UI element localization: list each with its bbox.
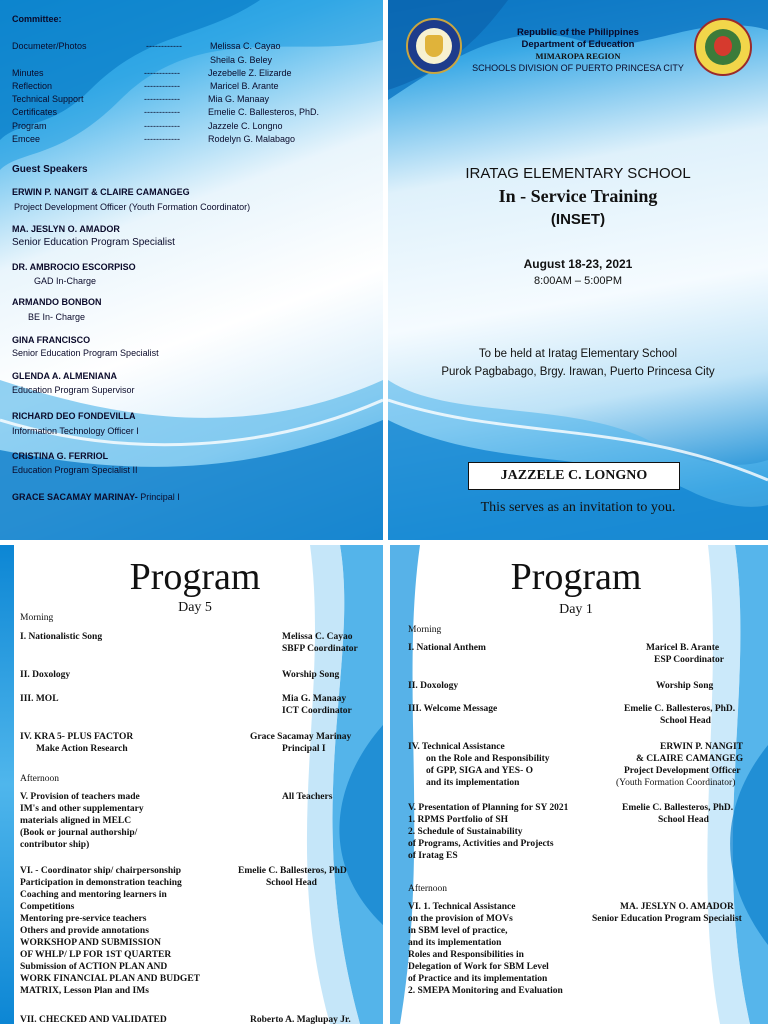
division-text: SCHOOLS DIVISION OF PUERTO PRINCESA CITY bbox=[472, 63, 684, 73]
committee-dash: ------------ bbox=[144, 81, 180, 91]
committee-role: Program bbox=[12, 121, 47, 131]
guest-name: GLENDA A. ALMENIANA bbox=[12, 371, 117, 381]
program-item-role: ICT Coordinator bbox=[282, 706, 352, 716]
guest-name: ERWIN P. NANGIT & CLAIRE CAMANGEG bbox=[12, 187, 190, 197]
program-item: I. National Anthem bbox=[408, 643, 486, 653]
committee-role: Reflection bbox=[12, 81, 53, 91]
program-item-role: (Youth Formation Coordinator) bbox=[616, 778, 736, 788]
morning-label: Morning bbox=[408, 625, 442, 635]
program-line: of Iratag ES bbox=[408, 851, 458, 861]
venue-line-2: Purok Pagbabago, Brgy. Irawan, Puerto Princesa City bbox=[441, 366, 715, 378]
program-line: and its implementation bbox=[426, 778, 520, 788]
venue-line-1: To be held at Iratag Elementary School bbox=[478, 348, 678, 360]
program-day1-panel bbox=[390, 545, 768, 1024]
program-item: I. Nationalistic Song bbox=[20, 632, 103, 642]
last-guest bbox=[12, 492, 180, 502]
committee-dash: ------------ bbox=[144, 68, 180, 78]
program-title: Program bbox=[129, 556, 261, 598]
program-line: V. Presentation of Planning for SY 2021 bbox=[408, 803, 569, 813]
program-line: of Practice and its implementation bbox=[408, 974, 548, 984]
committee-name: Rodelyn G. Malabago bbox=[208, 134, 296, 144]
program-item: II. Doxology bbox=[20, 670, 71, 680]
inset-title: (INSET) bbox=[550, 211, 606, 228]
school-seal-icon bbox=[694, 18, 752, 76]
program-line: OF WHLP/ LP FOR 1ST QUARTER bbox=[20, 950, 172, 960]
committee-name: Emelie C. Ballesteros, PhD. bbox=[208, 107, 320, 117]
guest-title: GAD In-Charge bbox=[34, 276, 97, 286]
program-line: V. Provision of teachers made bbox=[20, 792, 140, 802]
program-line: contributor ship) bbox=[20, 840, 90, 850]
program-line: of GPP, SIGA and YES- O bbox=[426, 766, 533, 776]
program-item: III. Welcome Message bbox=[408, 704, 498, 714]
program-item-speaker: Emelie C. Ballesteros, PhD. bbox=[624, 704, 736, 714]
program-line: Roles and Responsibilities in bbox=[408, 950, 524, 960]
program-line: Mentoring pre-service teachers bbox=[20, 914, 147, 924]
program-day5-panel bbox=[0, 545, 383, 1024]
program-item-speaker: Worship Song bbox=[656, 681, 714, 691]
program-item-speaker: Melissa C. Cayao bbox=[282, 632, 353, 642]
guest-name: GINA FRANCISCO bbox=[12, 335, 91, 345]
program-line: Delegation of Work for SBM Level bbox=[408, 962, 549, 972]
committee-role: Documeter/Photos bbox=[12, 41, 87, 51]
program-line: on the Role and Responsibility bbox=[426, 754, 550, 764]
program-line: MATRIX, Lesson Plan and IMs bbox=[20, 986, 149, 996]
committee-name: Melissa C. Cayao bbox=[210, 41, 281, 51]
program-line: VI. 1. Technical Assistance bbox=[408, 902, 516, 912]
program-item-speaker: Roberto A. Maglupay Jr. bbox=[250, 1015, 351, 1024]
program-item-speaker: Emelie C. Ballesteros, PhD bbox=[238, 866, 347, 876]
program-line: in SBM level of practice, bbox=[408, 926, 508, 936]
morning-label: Morning bbox=[20, 613, 54, 623]
committee-name: Jezebelle Z. Elizarde bbox=[208, 68, 292, 78]
program-line: Submission of ACTION PLAN AND bbox=[20, 962, 168, 972]
guest-name: ARMANDO BONBON bbox=[12, 297, 102, 307]
back-cover-panel bbox=[0, 0, 383, 540]
committee-role: Certificates bbox=[12, 107, 58, 117]
program-line: VI. - Coordinator ship/ chairpersonship bbox=[20, 866, 182, 876]
committee-heading: Committee: bbox=[12, 14, 62, 24]
afternoon-label: Afternoon bbox=[408, 884, 448, 894]
guest-name: MA. JESLYN O. AMADOR bbox=[12, 224, 120, 234]
program-line: 2. Schedule of Sustainability bbox=[408, 827, 523, 837]
program-line: of Programs, Activities and Projects bbox=[408, 839, 554, 849]
committee-name: Jazzele C. Longno bbox=[208, 121, 283, 131]
event-date: August 18-23, 2021 bbox=[523, 257, 633, 271]
day-label: Day 5 bbox=[178, 600, 212, 615]
program-item-speaker: All Teachers bbox=[282, 792, 333, 802]
program-item-role: ESP Coordinator bbox=[654, 655, 724, 665]
region-text: MIMAROPA REGION bbox=[535, 51, 621, 61]
program-item-speaker: & CLAIRE CAMANGEG bbox=[636, 754, 744, 764]
program-item-role: Senior Education Program Specialist bbox=[592, 914, 742, 924]
program-line: (Book or journal authorship/ bbox=[20, 828, 138, 838]
program-item-role: School Head bbox=[658, 815, 709, 825]
program-line: Coaching and mentoring learners in bbox=[20, 890, 167, 900]
program-item-speaker: Grace Sacamay Marinay bbox=[250, 732, 352, 742]
program-line: Others and provide annotations bbox=[20, 926, 149, 936]
training-title: In - Service Training bbox=[498, 186, 658, 206]
program-item-speaker: Worship Song bbox=[282, 670, 340, 680]
program-line: Competitions bbox=[20, 902, 75, 912]
guest-name: DR. AMBROCIO ESCORPISO bbox=[12, 262, 136, 272]
program-title: Program bbox=[510, 556, 642, 598]
day-label: Day 1 bbox=[559, 602, 593, 617]
program-item: IV. KRA 5- PLUS FACTOR bbox=[20, 732, 134, 742]
committee-name: Sheila G. Beley bbox=[210, 55, 273, 65]
program-line: materials aligned in MELC bbox=[20, 816, 132, 826]
program-item-sub: Make Action Research bbox=[36, 744, 128, 754]
committee-dash: ------------ bbox=[144, 121, 180, 131]
program-line: and its implementation bbox=[408, 938, 502, 948]
program-item-speaker: Maricel B. Arante bbox=[646, 643, 720, 653]
program-line: 1. RPMS Portfolio of SH bbox=[408, 815, 509, 825]
program-item-role: Project Development Officer bbox=[624, 766, 741, 776]
guest-title: Senior Education Program Specialist bbox=[12, 237, 175, 248]
republic-text: Republic of the Philippines bbox=[517, 27, 639, 38]
program-item-speaker: Mia G. Manaay bbox=[282, 694, 347, 704]
committee-name: Maricel B. Arante bbox=[210, 81, 279, 91]
program-line: WORKSHOP AND SUBMISSION bbox=[20, 938, 161, 948]
guest-speakers-heading: Guest Speakers bbox=[12, 164, 88, 175]
event-time: 8:00AM – 5:00PM bbox=[533, 275, 623, 287]
guest-name: CRISTINA G. FERRIOL bbox=[12, 451, 109, 461]
afternoon-label: Afternoon bbox=[20, 774, 60, 784]
program-item: II. Doxology bbox=[408, 681, 459, 691]
program-item-role: School Head bbox=[266, 878, 317, 888]
program-line: IM's and other supplementary bbox=[20, 804, 144, 814]
guest-title: Education Program Supervisor bbox=[12, 385, 135, 395]
program-line: 2. SMEPA Monitoring and Evaluation bbox=[408, 986, 563, 996]
program-line: IV. Technical Assistance bbox=[408, 742, 505, 752]
guest-title: BE In- Charge bbox=[28, 312, 86, 322]
deped-text: Department of Education bbox=[521, 39, 635, 50]
program-item-speaker: ERWIN P. NANGIT bbox=[660, 742, 743, 752]
guest-title: Education Program Specialist II bbox=[12, 465, 138, 475]
committee-role: Minutes bbox=[12, 68, 44, 78]
deped-seal-icon bbox=[406, 18, 462, 74]
guest-name: RICHARD DEO FONDEVILLA bbox=[12, 411, 136, 421]
invitee-name-box: JAZZELE C. LONGNO bbox=[468, 462, 680, 490]
program-line: on the provision of MOVs bbox=[408, 914, 513, 924]
committee-role: Technical Support bbox=[12, 94, 84, 104]
guest-title: Project Development Officer (Youth Formation Coordinator) bbox=[14, 202, 251, 212]
school-name: IRATAG ELEMENTARY SCHOOL bbox=[465, 165, 691, 182]
committee-dash: ------------ bbox=[144, 107, 180, 117]
program-item-speaker: MA. JESLYN O. AMADOR bbox=[620, 902, 734, 912]
guest-title: Senior Education Program Specialist bbox=[12, 348, 159, 358]
committee-name: Mia G. Manaay bbox=[208, 94, 270, 104]
committee-dash: ------------ bbox=[144, 134, 180, 144]
program-item-role: SBFP Coordinator bbox=[282, 644, 358, 654]
program-item: III. MOL bbox=[20, 694, 59, 704]
program-line: WORK FINANCIAL PLAN AND BUDGET bbox=[20, 974, 200, 984]
program-item: VII. CHECKED AND VALIDATED bbox=[20, 1015, 167, 1024]
guest-title: Information Technology Officer I bbox=[12, 426, 139, 436]
program-item-speaker: Emelie C. Ballesteros, PhD. bbox=[622, 803, 734, 813]
program-line: Participation in demonstration teaching bbox=[20, 878, 182, 888]
committee-dash: ------------ bbox=[146, 41, 182, 51]
program-item-role: School Head bbox=[660, 716, 711, 726]
front-cover-panel bbox=[388, 0, 768, 540]
committee-role: Emcee bbox=[12, 134, 41, 144]
guest-title: Principal I bbox=[137, 492, 180, 502]
invitation-text: This serves as an invitation to you. bbox=[480, 500, 676, 515]
committee-dash: ------------ bbox=[144, 94, 180, 104]
guest-name: GRACE SACAMAY MARINAY- bbox=[12, 492, 138, 502]
program-item-role: Principal I bbox=[282, 744, 326, 754]
